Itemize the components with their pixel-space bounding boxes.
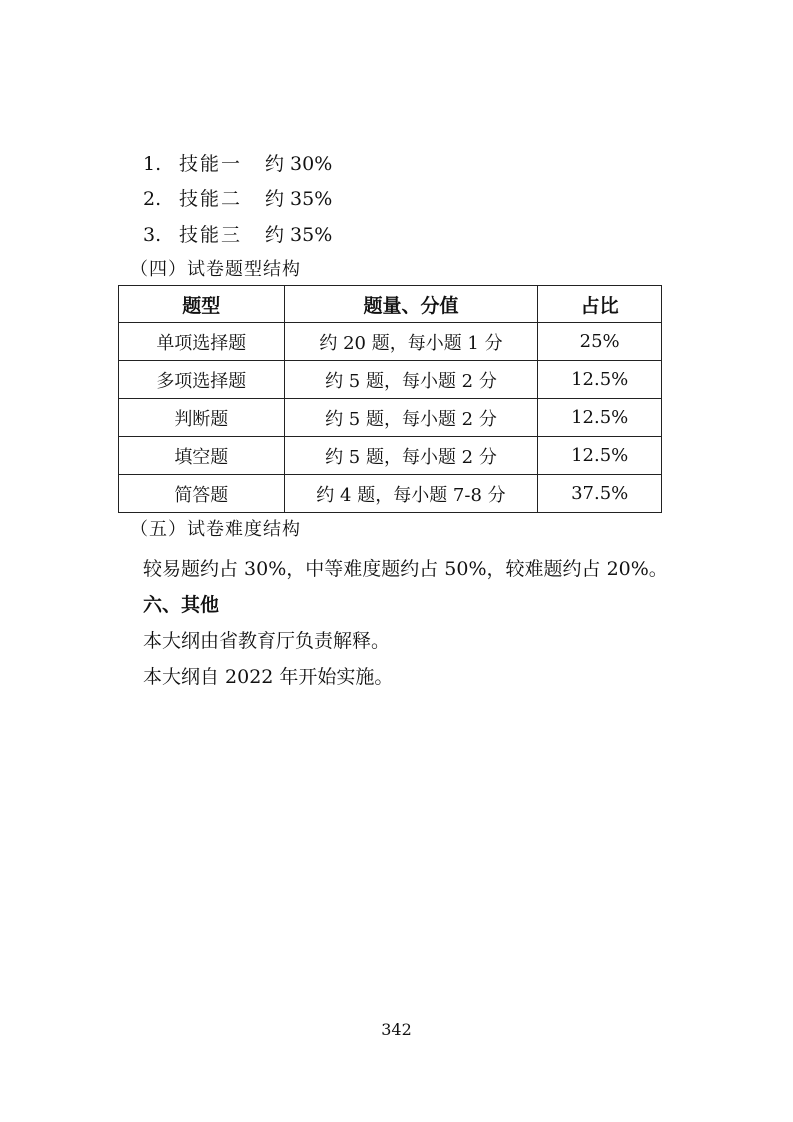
cell-type: 填空题 [119,437,285,475]
skill-name: 技能一 [179,153,243,175]
skill-number: 3. [143,224,162,246]
cell-quantity: 约 4 题，每小题 7-8 分 [284,475,538,513]
cell-quantity: 约 20 题，每小题 1 分 [284,323,538,361]
cell-ratio: 12.5% [538,437,662,475]
column-header-quantity: 题量、分值 [284,286,538,323]
cell-ratio: 25% [538,323,662,361]
table-row [119,361,662,399]
skill-share: 约 35% [265,224,333,246]
cell-type: 简答题 [119,475,285,513]
other-line: 本大纲自 2022 年开始实施。 [143,666,394,688]
cell-ratio: 12.5% [538,399,662,437]
skill-item [143,152,332,176]
difficulty-heading: （五）试卷难度结构 [130,519,301,540]
cell-ratio: 37.5% [538,475,662,513]
column-header-type: 题型 [119,286,285,323]
table-row [119,323,662,361]
table-header-row [119,286,662,323]
skill-name: 技能三 [179,224,243,246]
table-row [119,475,662,513]
skill-name: 技能二 [179,188,243,210]
paper-structure-heading: （四）试卷题型结构 [130,259,301,280]
table-row [119,399,662,437]
cell-quantity: 约 5 题，每小题 2 分 [284,399,538,437]
skill-number: 2. [143,188,162,210]
table-row [119,437,662,475]
other-line: 本大纲由省教育厅负责解释。 [143,630,391,652]
cell-ratio: 12.5% [538,361,662,399]
cell-quantity: 约 5 题，每小题 2 分 [284,361,538,399]
paper-structure-table [118,285,662,513]
cell-quantity: 约 5 题，每小题 2 分 [284,437,538,475]
skill-share: 约 35% [265,188,333,210]
cell-type: 多项选择题 [119,361,285,399]
cell-type: 判断题 [119,399,285,437]
skill-item [143,223,332,247]
skill-item [143,187,332,211]
page-number: 342 [381,1020,412,1039]
section-title-other: 六、其他 [143,594,220,616]
skill-number: 1. [143,153,162,175]
cell-type: 单项选择题 [119,323,285,361]
difficulty-text: 较易题约占 30%，中等难度题约占 50%，较难题约占 20%。 [143,558,668,580]
column-header-ratio: 占比 [538,286,662,323]
skill-share: 约 30% [265,153,333,175]
